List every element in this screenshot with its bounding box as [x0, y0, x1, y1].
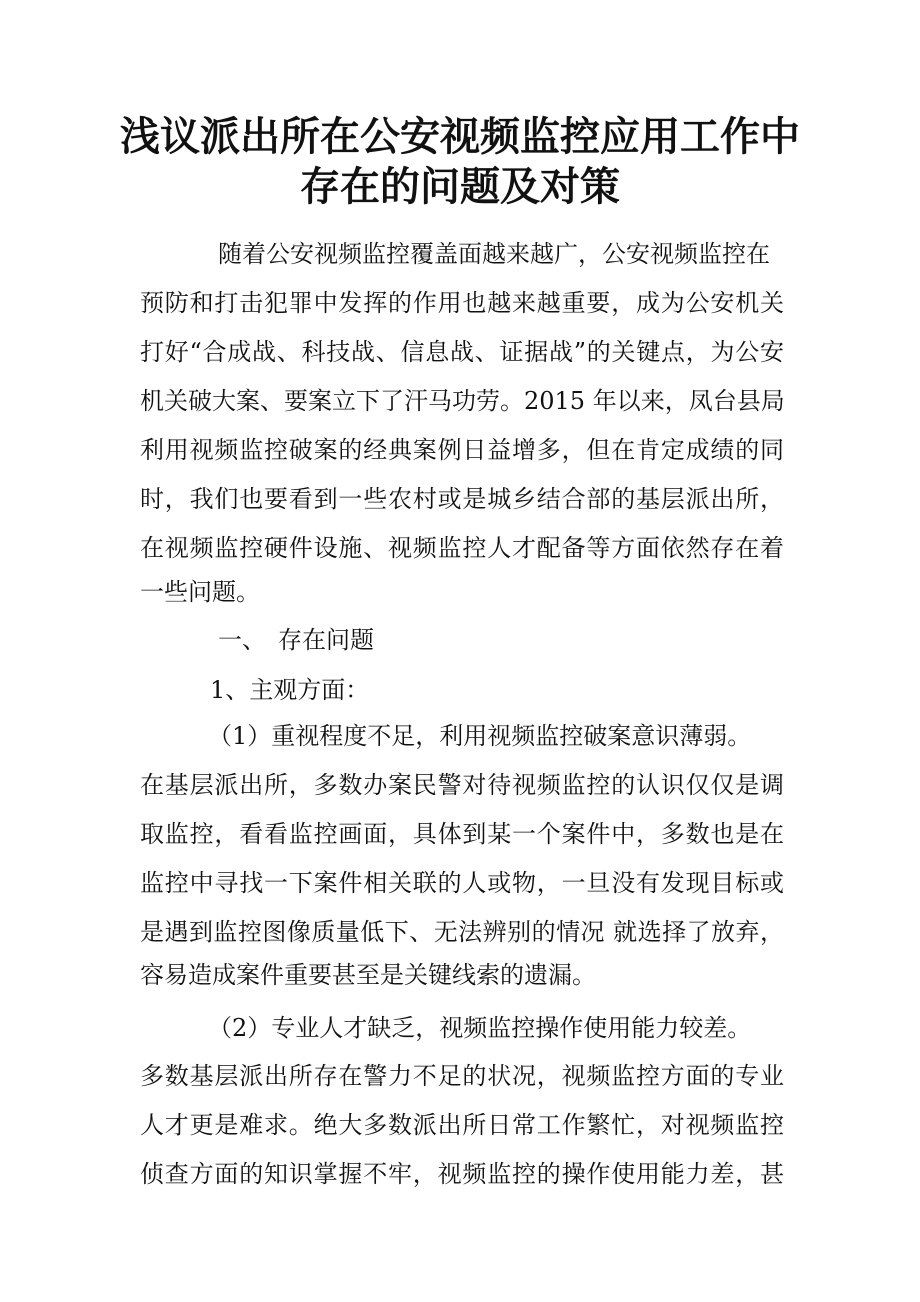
body-line: 时，我们也要看到一些农村或是城乡结合部的基层派出所，	[140, 485, 784, 513]
body-line: 随着公安视频监控覆盖面越来越广，公安视频监控在	[218, 240, 770, 268]
body-line: 预防和打击犯罪中发挥的作用也越来越重要，成为公安机关	[140, 289, 784, 317]
document-title-line-1: 浅议派出所在公安视频监控应用工作中	[120, 113, 800, 160]
subsection-heading: 1、主观方面：	[210, 676, 370, 704]
body-line: 打好“合成战、科技战、信息战、证据战”的关键点，为公安	[140, 338, 784, 366]
body-line: 利用视频监控破案的经典案例日益增多，但在肯定成绩的同	[140, 436, 784, 464]
body-line: 是遇到监控图像质量低下、无法辨别的情况 就选择了放弃，	[140, 918, 784, 946]
body-line: （1）重视程度不足，利用视频监控破案意识薄弱。	[208, 722, 752, 750]
body-line: 在基层派出所，多数办案民警对待视频监控的认识仅仅是调	[140, 771, 784, 799]
body-line: 在视频监控硬件设施、视频监控人才配备等方面依然存在着	[140, 534, 784, 562]
body-line: 监控中寻找一下案件相关联的人或物，一旦没有发现目标或	[140, 869, 784, 897]
body-line: （2）专业人才缺乏，视频监控操作使用能力较差。	[208, 1014, 752, 1042]
document-title-line-2: 存在的问题及对策	[300, 163, 620, 210]
section-heading: 一、 存在问题	[218, 626, 374, 654]
body-line: 容易造成案件重要甚至是关键线索的遗漏。	[140, 961, 596, 989]
body-line: 人才更是难求。绝大多数派出所日常工作繁忙，对视频监控	[140, 1111, 784, 1139]
body-line: 多数基层派出所存在警力不足的状况，视频监控方面的专业	[140, 1062, 784, 1090]
body-line: 机关破大案、要案立下了汗马功劳。2015 年以来，凤台县局	[140, 387, 785, 415]
body-line: 一些问题。	[140, 578, 260, 606]
body-line: 取监控，看看监控画面，具体到某一个案件中，多数也是在	[140, 820, 784, 848]
body-line: 侦查方面的知识掌握不牢，视频监控的操作使用能力差，甚	[140, 1160, 784, 1188]
